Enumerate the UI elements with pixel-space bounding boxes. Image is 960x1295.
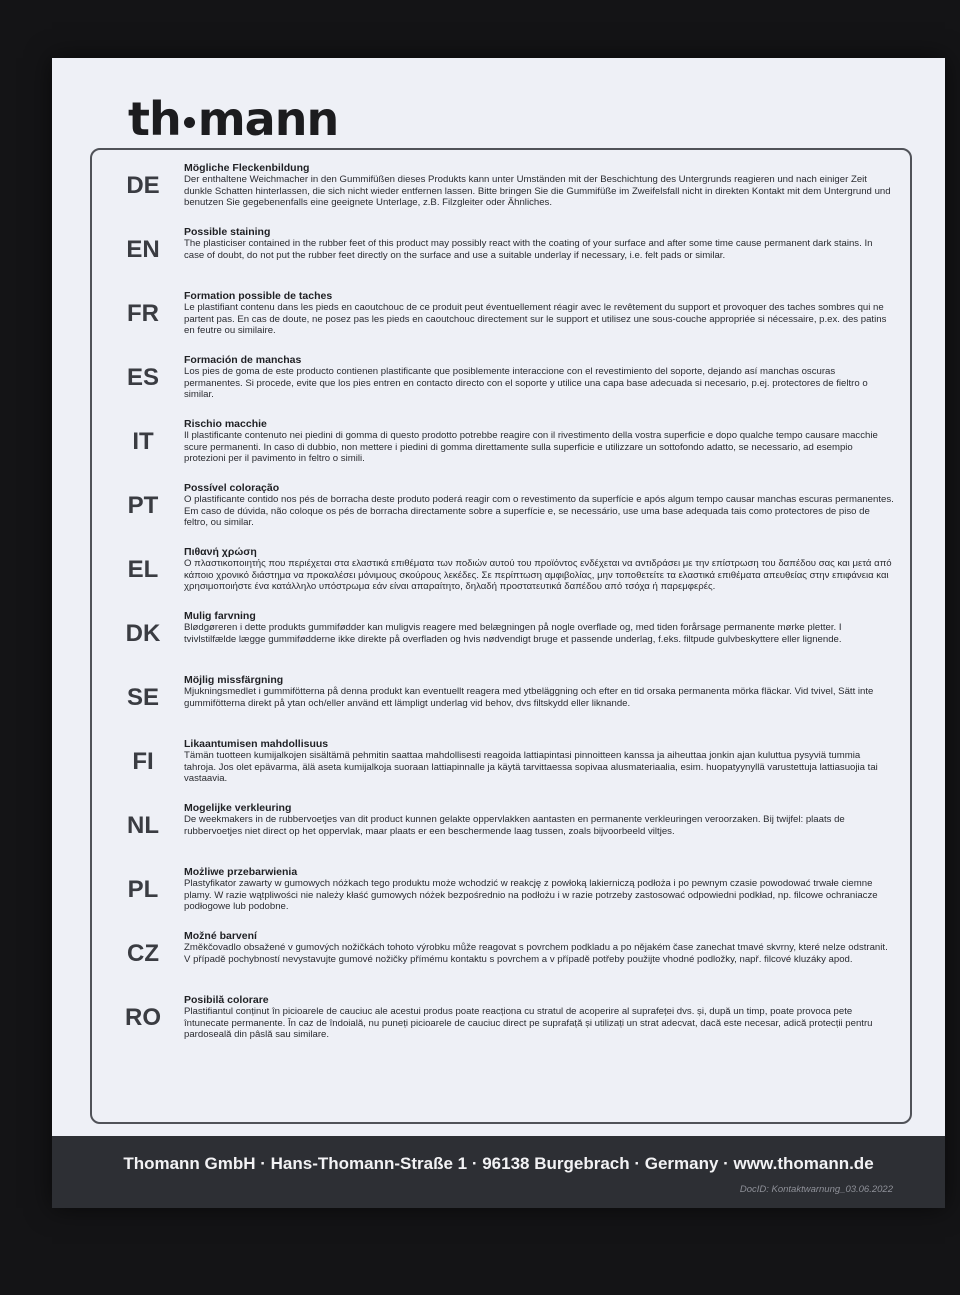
footer-bar: [52, 1136, 945, 1208]
lang-heading: Možné barvení: [184, 930, 257, 942]
logo-dot-icon: [184, 117, 195, 128]
lang-code: PL: [127, 876, 159, 903]
lang-text: Mjukningsmedlet i gummifötterna på denna produkt kan eventuellt reagera med ytbeläggning och efter en tid orsaka permanenta mörka fläckar. Vid tvivel, Sätt inte gummifötterna direkt på ytan och/eller använd ett lämpligt underlag vid behov, dvs filtskydd eller liknande.: [184, 686, 874, 709]
lang-text: Il plastificante contenuto nei piedini di gomma di questo prodotto potrebbe reagire con il rivestimento della vostra superficie e dopo qualche tempo causare macchie scure permanenti. In caso di dubbio, non mettere i piedini di gomma direttamente sulla superficie e utilizzare un sottofondo adatto, se necessario, ad esempio protezioni per il pavimento in feltro o simili.: [184, 430, 878, 465]
lang-heading: Formación de manchas: [184, 354, 302, 366]
lang-block-el: [102, 538, 902, 602]
lang-text: Plastyfikator zawarty w gumowych nóżkach tego produktu może wchodzić w reakcję z powłoką lakierniczą podłoża i po pewnym czasie powodować trwałe ciemne plamy. W razie wątpliwości nie należy kłaść gumowych nóżek bezpośrednio na podłożu i w razie potrzeby zastosować odpowiedni podkład, np. filcowe ochraniacze podłogowe lub podobne.: [184, 878, 878, 913]
lang-code: DE: [126, 172, 160, 199]
lang-heading: Formation possible de taches: [184, 290, 333, 302]
lang-heading: Posibilă colorare: [184, 994, 269, 1006]
logo-text-start: th: [128, 92, 181, 146]
lang-heading: Possible staining: [184, 226, 271, 238]
thomann-logo: [128, 92, 338, 146]
lang-text: The plasticiser contained in the rubber feet of this product may possibly react with the coating of your surface and after some time cause permanent dark stains. In case of doubt, do not put the rubber feet directly on the surface and use a suitable underlay if necessary, i.e. felt pads or similar.: [184, 238, 873, 261]
lang-code: PT: [127, 492, 159, 519]
lang-text: Le plastifiant contenu dans les pieds en caoutchouc de ce produit peut éventuellement réagir avec le revêtement du support et provoquer des taches sombres qui ne partent pas. En cas de doute, ne posez pas les pieds en caoutchouc directement sur le support et utilisez une sous-couche appropriée si nécessaire, p.ex. des patins en feutre ou similaire.: [184, 302, 887, 337]
lang-heading: Mögliche Fleckenbildung: [184, 162, 310, 174]
company-address: Thomann GmbH · Hans-Thomann-Straße 1 · 96138 Burgebrach · Germany · www.thomann.de: [123, 1154, 874, 1173]
lang-block-nl: [102, 794, 902, 858]
lang-heading: Rischio macchie: [184, 418, 267, 430]
lang-text: Los pies de goma de este producto contienen plastificante que posiblemente interaccione con el revestimiento del soporte, dejando así manchas oscuras permanentes. Si procede, evite que los pies entren en contacto directo con el soporte y utilice una capa base adecuada si necesario, p.ej. protectores de fieltro o similar.: [184, 366, 868, 401]
lang-text: Změkčovadlo obsažené v gumových nožičkách tohoto výrobku může reagovat s povrchem podkladu a po nějakém čase zanechat tmavé skvrny, které nelze odstranit. V případě pochybností nevystavujte gumové nožičky přímému kontaktu s povrchem a v případě potřeby použijte vhodné podložky, např. filcové kluzáky apod.: [184, 942, 888, 965]
lang-code: IT: [132, 428, 154, 455]
lang-block-dk: [102, 602, 902, 666]
lang-text: Plastifiantul conținut în picioarele de cauciuc ale acestui produs poate reacționa cu stratul de acoperire al suprafeței dvs. și, după un timp, poate provoca pete întunecate permanente. În caz de îndoială, nu puneți picioarele de cauciuc direct pe suprafață și utilizați un strat adecvat, dacă este necesar, adică protecții pentru pardoseală din pâslă sau similare.: [184, 1006, 873, 1041]
lang-text: O plastificante contido nos pés de borracha deste produto poderá reagir com o revestimento da superfície e após algum tempo causar manchas escuras permanentes. Em caso de dúvida, não coloque os pés de borracha directamente sobre a superfície e, se necessário, use uma base adequada tais como protectores de piso de feltro, ou similar.: [184, 494, 894, 529]
logo-text-end: mann: [197, 92, 339, 146]
lang-code: EL: [127, 556, 159, 583]
lang-code: FR: [127, 300, 159, 327]
document-id: DocID: Kontaktwarnung_03.06.2022: [739, 1184, 893, 1195]
lang-text: Tämän tuotteen kumijalkojen sisältämä pehmitin saattaa mahdollisesti reagoida lattiapintasi pinnoitteen kanssa ja aiheuttaa jonkin ajan kuluttua pysyviä tummia tahroja. Jos olet epävarma, älä aseta kumijalkoja suoraan lattiapinnalle ja käytä tarvittaessa sopivaa alusmateriaalia, esim. huopatyynyllä varustettuja lattiasuojia tai vastaavia.: [184, 750, 878, 785]
lang-text: Ο πλαστικοποιητής που περιέχεται στα ελαστικά επιθέματα των ποδιών αυτού του προϊόντος ενδέχεται να αντιδράσει με την επίστρωση του δαπέδου σας και μετά από κάποιο χρονικό διάστημα να προκαλέσει μόνιμους σκούρους λεκέδες. Σε περίπτωση αμφιβολίας, μην τοποθετείτε τα ελαστικά επιθέματα απευθείας στην επιφάνεια και χρησιμοποιήστε ένα κατάλληλο υπόστρωμα εάν είναι απαραίτητο, δηλαδή προστατευτικά δαπέδου από τσόχα ή παρεμφερές.: [184, 558, 892, 593]
lang-heading: Możliwe przebarwienia: [184, 866, 298, 878]
lang-block-en: [102, 218, 902, 282]
lang-heading: Likaantumisen mahdollisuus: [184, 738, 329, 750]
language-list: [102, 154, 902, 1114]
lang-text: De weekmakers in de rubbervoetjes van dit product kunnen gelakte oppervlakken aantasten en permanente verkleuringen veroorzaken. Bij twijfel: plaats de rubbervoetjes niet direct op het oppervlak, maar plaats er een beschermende laag tussen, zoals bijvoorbeeld viltjes.: [184, 814, 845, 837]
lang-block-ro: [102, 986, 902, 1050]
lang-block-pl: [102, 858, 902, 922]
lang-block-es: [102, 346, 902, 410]
lang-heading: Möjlig missfärgning: [184, 674, 284, 686]
lang-block-se: [102, 666, 902, 730]
lang-code: NL: [127, 812, 159, 839]
lang-code: RO: [125, 1004, 161, 1031]
lang-code: EN: [126, 236, 160, 263]
lang-block-it: [102, 410, 902, 474]
lang-code: SE: [126, 684, 159, 711]
lang-heading: Possível coloração: [184, 482, 280, 494]
document-sheet: [52, 58, 945, 1208]
lang-code: FI: [132, 748, 154, 775]
lang-block-pt: [102, 474, 902, 538]
lang-code: DK: [125, 620, 161, 647]
lang-heading: Mulig farvning: [184, 610, 256, 622]
lang-block-de: [102, 154, 902, 218]
lang-block-fi: [102, 730, 902, 794]
lang-heading: Mogelijke verkleuring: [184, 802, 292, 814]
lang-text: Blødgøreren i dette produkts gummifødder kan muligvis reagere med belægningen på nogle overflade og, med tiden forårsage permanente mørke pletter. I tvivlstilfælde lægge gummifødderne ikke direkte på overfladen og hvis nødvendigt bruge et passende underlag, f.eks. filtpude gulvbeskyttere eller lignende.: [184, 622, 842, 645]
lang-heading: Πιθανή χρώση: [184, 546, 257, 558]
lang-text: Der enthaltene Weichmacher in den Gummifüßen dieses Produkts kann unter Umständen mit der Beschichtung des Untergrunds reagieren und nach einiger Zeit dunkle Schatten hinterlassen, die sich nicht wieder entfernen lassen. Bitte bringen Sie die Gummifüße im Zweifelsfall nicht in direkten Kontakt mit dem Untergrund und benutzen Sie gegebenenfalls eine geeignete Unterlage, z.B. Filzgleiter oder Ähnliches.: [184, 174, 891, 209]
lang-code: ES: [126, 364, 159, 391]
lang-code: CZ: [127, 940, 159, 967]
lang-block-cz: [102, 922, 902, 986]
lang-block-fr: [102, 282, 902, 346]
